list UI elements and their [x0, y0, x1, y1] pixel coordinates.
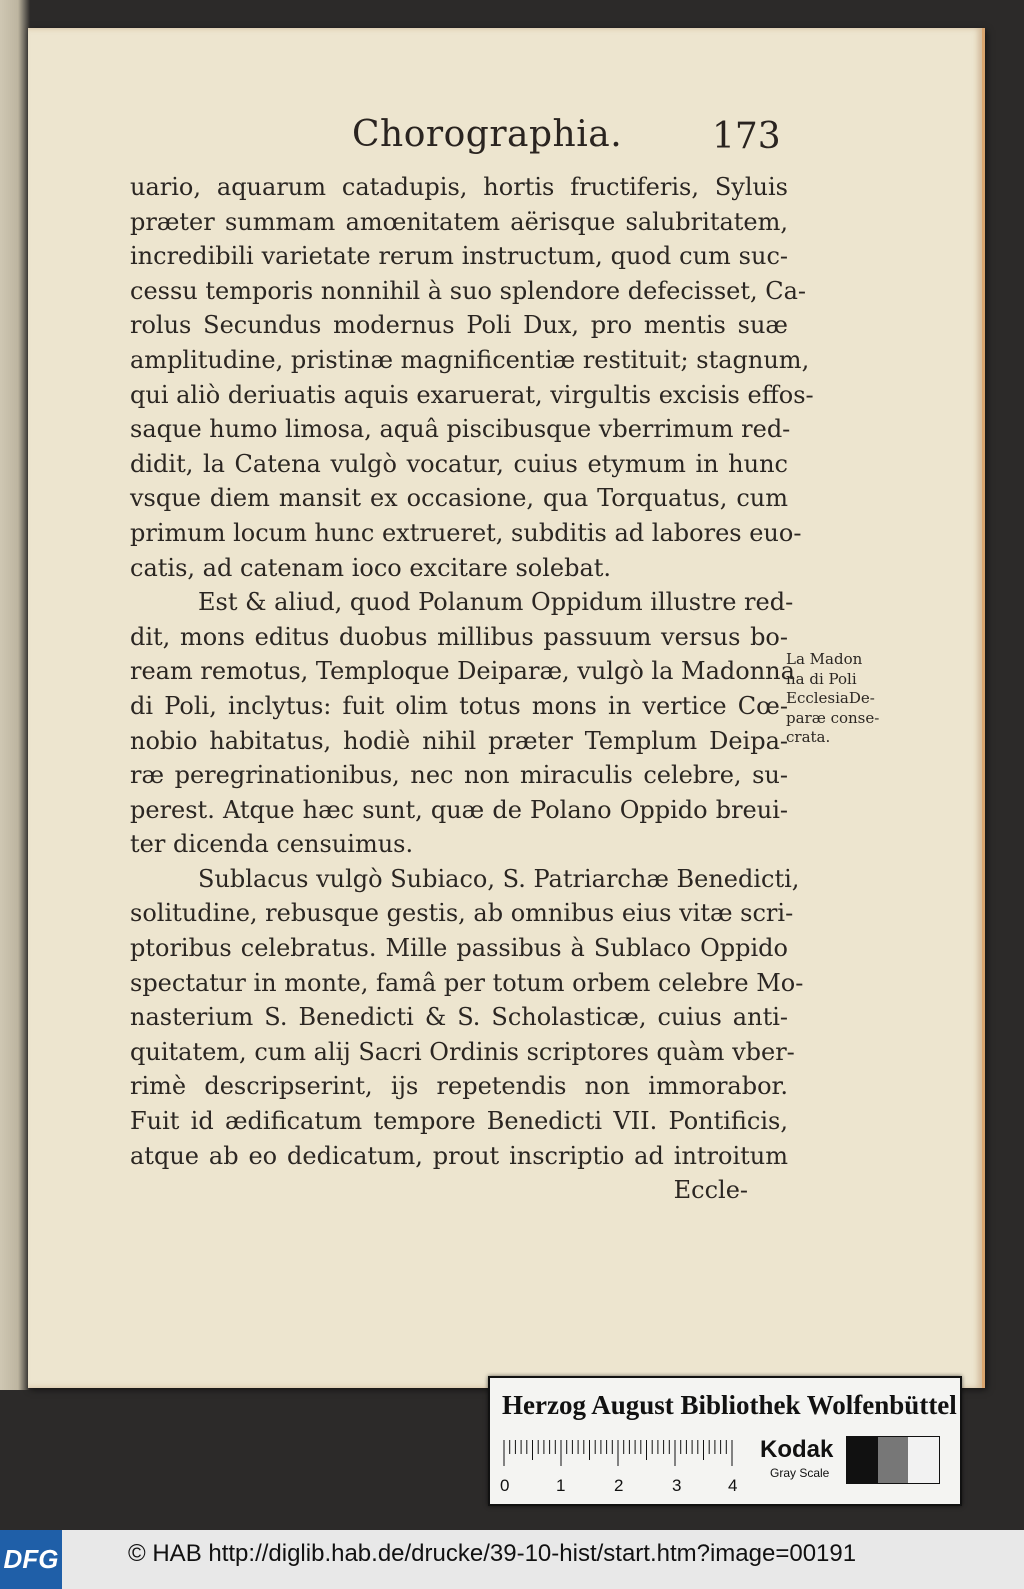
- text-line: saque humo limosa, aquâ piscibusque vberrimum red-: [130, 415, 791, 444]
- text-line: di Poli, inclytus: fuit olim totus mons in vertice Cœ-: [130, 691, 788, 720]
- text-line: Sublacus vulgò Subiaco, S. Patriarchæ Benedicti,: [198, 864, 800, 893]
- ruler-number: 3: [672, 1476, 682, 1495]
- footer-copyright-url[interactable]: © HAB http://diglib.hab.de/drucke/39-10-hist/start.htm?image=00191: [128, 1540, 857, 1567]
- text-line: rolus Secundus modernus Poli Dux, pro mentis suæ: [130, 311, 788, 340]
- catchword: Eccle-: [673, 1176, 748, 1205]
- text-line: Fuit id ædificatum tempore Benedicti VII. Pontificis,: [130, 1107, 788, 1136]
- gray-patches: [846, 1436, 940, 1484]
- marginal-note-line: paræ conse-: [786, 708, 880, 727]
- ruler-number: 4: [728, 1476, 738, 1495]
- text-line: dit, mons editus duobus millibus passuum versus bo-: [130, 622, 788, 651]
- ruler-number: 1: [556, 1476, 566, 1495]
- dfg-logo: DFG: [0, 1530, 62, 1589]
- ruler-number: 0: [500, 1476, 510, 1495]
- ruler-scale: [500, 1436, 740, 1496]
- text-line: incredibili varietate rerum instructum, quod cum suc-: [130, 242, 788, 271]
- library-name: Herzog August Bibliothek Wolfenbüttel: [502, 1390, 957, 1420]
- text-line: Est & aliud, quod Polanum Oppidum illustre red-: [198, 588, 794, 617]
- text-line: nobio habitatus, hodiè nihil præter Templum Deipa-: [130, 726, 788, 755]
- gray-patch: [908, 1437, 939, 1483]
- marginal-note-line: na di Poli: [786, 669, 857, 688]
- text-line: primum locum hunc extrueret, subditis ad labores euo-: [130, 518, 802, 547]
- text-line: spectatur in monte, famâ per totum orbem celebre Mo-: [130, 968, 804, 997]
- gray-scale-label: Gray Scale: [770, 1466, 830, 1480]
- adjacent-page-edge: [0, 0, 30, 1390]
- text-line: quitatem, cum alij Sacri Ordinis scriptores quàm vber-: [130, 1037, 795, 1066]
- text-line: ræ peregrinationibus, nec non miraculis celebre, su-: [130, 761, 788, 790]
- text-line: solitudine, rebusque gestis, ab omnibus eius vitæ scri-: [130, 899, 794, 928]
- marginal-note-line: crata.: [786, 728, 831, 746]
- text-line: ream remotus, Temploque Deiparæ, vulgò la Madonna: [130, 657, 795, 686]
- running-title: Chorographia.: [352, 114, 623, 155]
- text-line: ptoribus celebratus. Mille passibus à Sublaco Oppido: [130, 934, 788, 963]
- text-line: amplitudine, pristinæ magnificentiæ restituit; stagnum,: [130, 345, 810, 374]
- running-header: [130, 110, 790, 160]
- text-line: nasterium S. Benedicti & S. Scholasticæ, cuius anti-: [130, 1003, 788, 1032]
- kodak-logo: Kodak: [760, 1436, 834, 1463]
- text-line: qui aliò deriuatis aquis exaruerat, virgultis excisis effos-: [130, 380, 814, 409]
- text-line: perest. Atque hæc sunt, quæ de Polano Oppido breui-: [130, 795, 788, 824]
- text-line: præter summam amœnitatem aërisque salubritatem,: [130, 207, 788, 236]
- ruler-number: 2: [614, 1476, 624, 1495]
- gray-patch: [847, 1437, 878, 1483]
- marginal-note-line: La Madon: [786, 650, 863, 668]
- marginal-note-line: EcclesiaDe-: [786, 689, 875, 707]
- text-line: cessu temporis nonnihil à suo splendore defecisset, Ca-: [130, 276, 807, 305]
- marginal-note: [786, 650, 886, 748]
- text-line: catis, ad catenam ioco excitare solebat.: [130, 553, 612, 582]
- text-line: uario, aquarum catadupis, hortis fructiferis, Syluis: [130, 173, 788, 201]
- page-number: 173: [712, 116, 781, 157]
- text-line: atque ab eo dedicatum, prout inscriptio ad introitum: [130, 1141, 788, 1170]
- text-line: didit, la Catena vulgò vocatur, cuius etymum in hunc: [130, 449, 788, 478]
- color-calibration-card: [488, 1376, 962, 1506]
- gray-patch: [878, 1437, 909, 1483]
- text-line: ter dicenda censuimus.: [130, 830, 414, 859]
- text-line: rimè descripserint, ijs repetendis non immorabor.: [130, 1072, 788, 1101]
- text-line: vsque diem mansit ex occasione, qua Torquatus, cum: [130, 484, 788, 513]
